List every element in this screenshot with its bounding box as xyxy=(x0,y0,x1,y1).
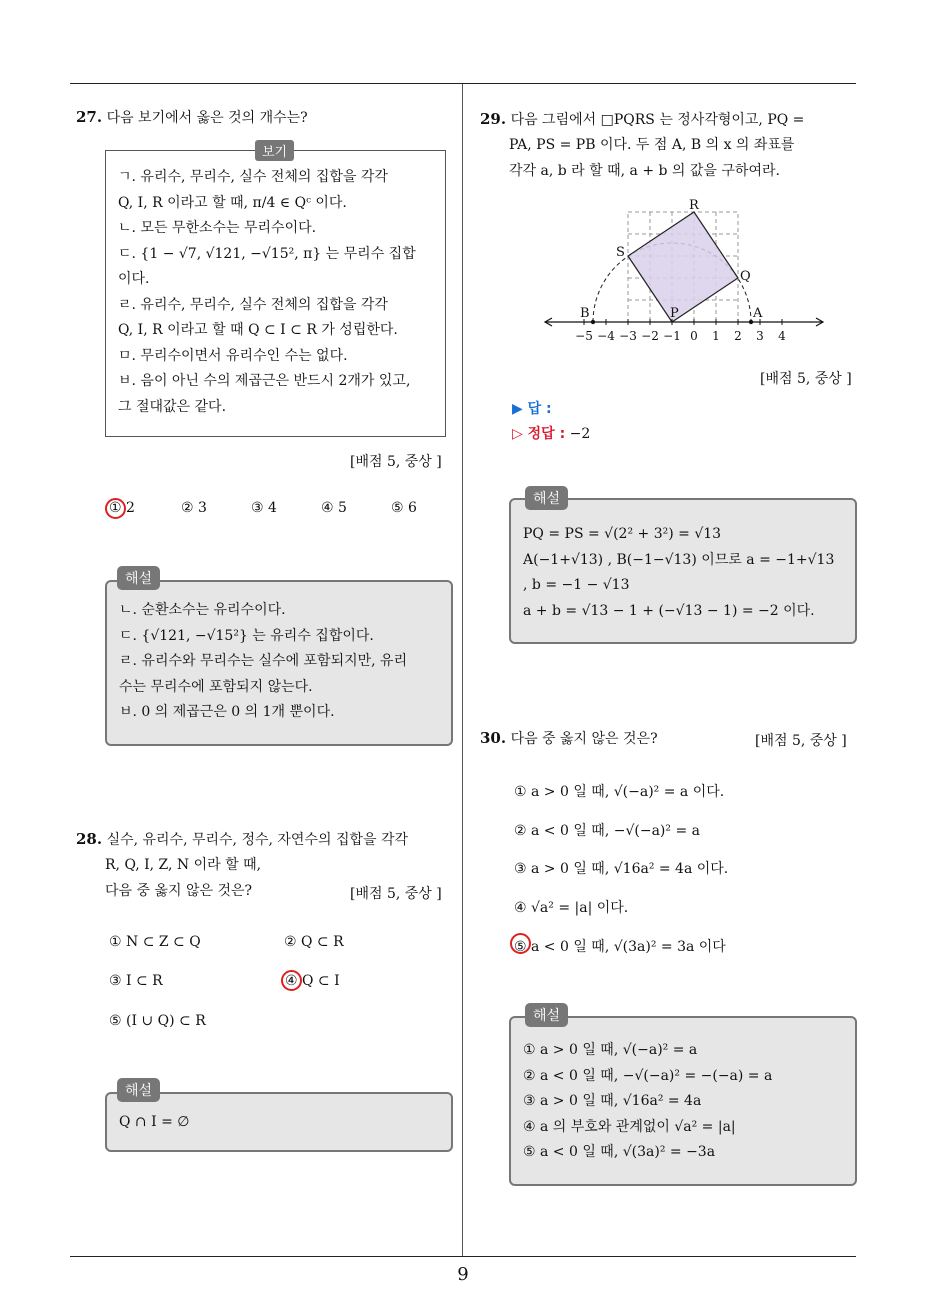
q29-correct-label: ▷ 정답 : xyxy=(512,426,566,442)
q27-haeseol-lines xyxy=(119,598,407,726)
q30-header xyxy=(480,725,658,752)
bogi-line: Q, I, R 이라고 할 때, π/4 ∈ Qᶜ 이다. xyxy=(118,194,347,211)
page-number: 9 xyxy=(457,1264,469,1285)
q27-header xyxy=(76,104,308,131)
q29-line-3: 각각 a, b 라 할 때, a + b 의 값을 구하여라. xyxy=(509,163,780,179)
haeseol-line: ㄷ. {√121, −√15²} 는 유리수 집합이다. xyxy=(119,627,374,644)
q28-haeseol-tag: 해설 xyxy=(117,1078,160,1102)
q27-haeseol-box xyxy=(105,580,453,746)
q29-answer-label: ▶ 답 : xyxy=(512,401,552,417)
haeseol-line: Q ∩ I = ∅ xyxy=(119,1114,190,1130)
q28-line-2: R, Q, I, Z, N 이라 할 때, xyxy=(105,857,262,873)
tick-label: 4 xyxy=(778,329,786,343)
tick-label: −4 xyxy=(597,329,615,343)
bogi-line: ㅂ. 음이 아닌 수의 제곱근은 반드시 2개가 있고, xyxy=(118,373,411,389)
square-pqrs xyxy=(628,212,738,322)
tick-label: 0 xyxy=(690,329,698,343)
tick-label: −3 xyxy=(619,329,637,343)
top-rule xyxy=(70,83,856,84)
q27-score: [배점 5, 중상 ] xyxy=(350,454,442,470)
tick-label: −2 xyxy=(641,329,659,343)
haeseol-line: 수는 무리수에 포함되지 않는다. xyxy=(119,678,313,695)
q27-choice-1[interactable]: ① 2 xyxy=(109,500,135,516)
q28-line-1 xyxy=(76,826,408,853)
haeseol-line: ④ a 의 부호와 관계없이 √a² = |a| xyxy=(523,1118,736,1135)
tick-label: 3 xyxy=(756,329,764,343)
q28-score: [배점 5, 중상 ] xyxy=(350,886,442,902)
bogi-line: ㄱ. 유리수, 무리수, 실수 전체의 집합을 각각 xyxy=(118,169,388,185)
label-a: A xyxy=(753,306,763,321)
q29-score: [배점 5, 중상 ] xyxy=(760,371,852,387)
bogi-line: ㄷ. {1 − √7, √121, −√15², π} 는 무리수 집합 xyxy=(118,245,416,262)
haeseol-line: ㅂ. 0 의 제곱근은 0 의 1개 뿐이다. xyxy=(119,704,335,720)
q30-haeseol-tag: 해설 xyxy=(525,1003,568,1027)
q30-text: 다음 중 옳지 않은 것은? xyxy=(510,731,658,747)
q27-bogi-lines xyxy=(118,165,416,420)
bogi-line: ㄹ. 유리수, 무리수, 실수 전체의 집합을 각각 xyxy=(118,296,388,313)
q29-haeseol-tag: 해설 xyxy=(525,486,568,510)
q29-haeseol-lines xyxy=(523,522,834,624)
haeseol-line: ③ a > 0 일 때, √16a² = 4a xyxy=(523,1093,702,1109)
q28-line-3: 다음 중 옳지 않은 것은? xyxy=(105,883,253,899)
q27-text: 다음 보기에서 옳은 것의 개수는? xyxy=(106,110,308,126)
q29-line-2: PA, PS = PB 이다. 두 점 A, B 의 x 의 좌표를 xyxy=(509,137,795,153)
label-s: S xyxy=(616,245,625,260)
q28-number: 28. xyxy=(76,830,103,848)
q29-text: 다음 그림에서 □PQRS 는 정사각형이고, PQ = xyxy=(510,112,805,128)
q28-choice-1[interactable]: ① N ⊂ Z ⊂ Q xyxy=(109,934,201,950)
haeseol-line: a + b = √13 − 1 + (−√13 − 1) = −2 이다. xyxy=(523,602,815,619)
q29-number: 29. xyxy=(480,110,507,128)
q30-choice-1[interactable]: ① a > 0 일 때, √(−a)² = a 이다. xyxy=(514,784,725,800)
label-q: Q xyxy=(740,269,751,284)
bogi-line: ㄴ. 모든 무한소수는 무리수이다. xyxy=(118,220,317,236)
q29-haeseol-box xyxy=(509,498,857,644)
q29-correct-value: −2 xyxy=(569,426,591,442)
tick-label: −1 xyxy=(663,329,681,343)
q30-choice-5[interactable]: ⑤ a < 0 일 때, √(3a)² = 3a 이다 xyxy=(514,939,726,955)
bogi-line: 이다. xyxy=(118,271,150,287)
bogi-line: 그 절대값은 같다. xyxy=(118,398,227,415)
q30-score: [배점 5, 중상 ] xyxy=(755,733,847,749)
q29-answer-row xyxy=(512,396,552,422)
q27-number: 27. xyxy=(76,108,103,126)
q30-choice-4[interactable]: ④ √a² = |a| 이다. xyxy=(514,900,629,916)
q30-haeseol-box xyxy=(509,1016,857,1186)
haeseol-line: A(−1+√13) , B(−1−√13) 이므로 a = −1+√13 xyxy=(523,551,835,568)
q28-choice-3[interactable]: ③ I ⊂ R xyxy=(109,973,163,989)
q28-haeseol-lines xyxy=(119,1110,189,1136)
q30-haeseol-lines xyxy=(523,1038,772,1166)
q30-number: 30. xyxy=(480,729,507,747)
q27-choice-4[interactable]: ④ 5 xyxy=(321,500,347,516)
q27-choice-5[interactable]: ⑤ 6 xyxy=(391,500,417,516)
q27-haeseol-tag: 해설 xyxy=(117,566,160,590)
q29-line-1 xyxy=(480,106,804,133)
q27-answer-mark xyxy=(105,498,126,519)
tick-label: −5 xyxy=(575,329,593,343)
q29-correct-row xyxy=(512,421,590,447)
haeseol-line: , b = −1 − √13 xyxy=(523,577,630,593)
haeseol-line: ① a > 0 일 때, √(−a)² = a xyxy=(523,1042,698,1058)
haeseol-line: ② a < 0 일 때, −√(−a)² = −(−a) = a xyxy=(523,1067,773,1084)
column-divider xyxy=(462,84,463,1257)
bottom-rule xyxy=(70,1256,856,1257)
q30-choice-2[interactable]: ② a < 0 일 때, −√(−a)² = a xyxy=(514,823,700,839)
q28-answer-mark xyxy=(281,970,302,991)
haeseol-line: ⑤ a < 0 일 때, √(3a)² = −3a xyxy=(523,1144,716,1160)
bogi-line: Q, I, R 이라고 할 때 Q ⊂ I ⊂ R 가 성립한다. xyxy=(118,322,398,338)
point-b-dot xyxy=(591,320,595,324)
q27-choice-3[interactable]: ③ 4 xyxy=(251,500,277,516)
tick-label: 2 xyxy=(734,329,742,343)
q29-figure xyxy=(540,190,830,350)
q28-text: 실수, 유리수, 무리수, 정수, 자연수의 집합을 각각 xyxy=(106,832,409,848)
label-r: R xyxy=(689,198,699,213)
q30-choice-3[interactable]: ③ a > 0 일 때, √16a² = 4a 이다. xyxy=(514,861,729,877)
q27-choice-2[interactable]: ② 3 xyxy=(181,500,207,516)
haeseol-line: ㄹ. 유리수와 무리수는 실수에 포함되지만, 유리 xyxy=(119,653,408,669)
tick-label: 1 xyxy=(712,329,720,343)
q27-bogi-box xyxy=(105,150,446,437)
bogi-line: ㅁ. 무리수이면서 유리수인 수는 없다. xyxy=(118,347,348,364)
haeseol-line: ㄴ. 순환소수는 유리수이다. xyxy=(119,602,286,618)
q27-bogi-tag: 보기 xyxy=(255,140,294,161)
q30-answer-mark xyxy=(510,933,531,954)
label-p: P xyxy=(670,306,679,321)
q28-choice-4[interactable]: ④ Q ⊂ I xyxy=(285,973,340,989)
q28-choice-2[interactable]: ② Q ⊂ R xyxy=(284,934,344,950)
q28-choice-5[interactable]: ⑤ (I ∪ Q) ⊂ R xyxy=(109,1013,206,1029)
label-b: B xyxy=(580,306,590,321)
haeseol-line: PQ = PS = √(2² + 3²) = √13 xyxy=(523,526,722,542)
